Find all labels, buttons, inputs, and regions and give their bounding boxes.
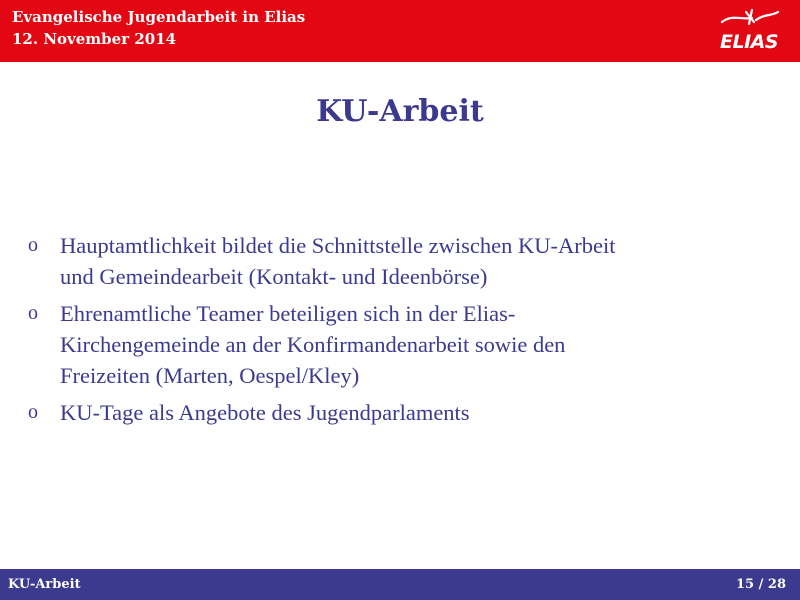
bullet-item bbox=[28, 397, 788, 428]
event-title: Evangelische Jugendarbeit in Elias bbox=[12, 8, 306, 26]
bullet-list bbox=[28, 230, 788, 434]
bullet-text-line: und Gemeindearbeit (Kontakt- und Ideenbörse) bbox=[60, 264, 488, 289]
event-date: 12. November 2014 bbox=[12, 30, 177, 48]
bullet-marker: o bbox=[28, 302, 38, 324]
svg-text:ELIAS: ELIAS bbox=[720, 31, 779, 53]
bullet-item bbox=[28, 230, 788, 292]
bullet-item bbox=[28, 298, 788, 391]
elias-logo bbox=[716, 8, 782, 54]
page-number: 15 / 28 bbox=[736, 577, 786, 592]
bullet-text-line: KU-Tage als Angebote des Jugendparlaments bbox=[60, 400, 470, 425]
bullet-text-line: Freizeiten (Marten, Oespel/Kley) bbox=[60, 363, 360, 388]
bullet-marker: o bbox=[28, 401, 38, 423]
bullet-marker: o bbox=[28, 234, 38, 256]
header-bar bbox=[0, 0, 800, 62]
bullet-text-line: Kirchengemeinde an der Konfirmandenarbeit sowie den bbox=[60, 332, 566, 357]
footer-bar bbox=[0, 569, 800, 600]
bullet-text-line: Hauptamtlichkeit bildet die Schnittstelle zwischen KU-Arbeit bbox=[60, 233, 616, 258]
bullet-text-line: Ehrenamtliche Teamer beteiligen sich in der Elias- bbox=[60, 301, 516, 326]
footer-section-title: KU-Arbeit bbox=[8, 577, 81, 592]
slide-title: KU-Arbeit bbox=[316, 94, 484, 129]
